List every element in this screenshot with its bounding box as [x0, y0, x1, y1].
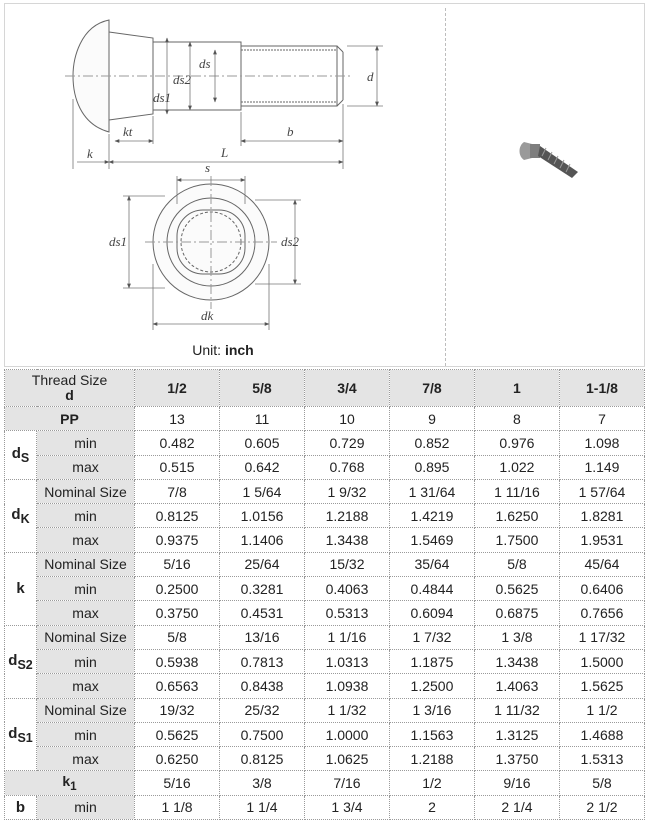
label-dk: dk: [201, 308, 214, 323]
table-cell: 1.3750: [474, 747, 559, 771]
label-b: b: [287, 124, 294, 139]
thread-size-label: Thread Size: [31, 372, 108, 388]
table-cell: 9/16: [474, 771, 559, 795]
ds1-max-row: [5, 747, 645, 771]
table-cell: 1.149: [559, 455, 644, 479]
unit-caption: [5, 342, 441, 358]
table-cell: 3/8: [220, 771, 305, 795]
table-cell: 1 57/64: [559, 479, 644, 503]
table-cell: 1.5313: [559, 747, 644, 771]
row-label: min: [37, 577, 135, 601]
table-cell: 0.6875: [474, 601, 559, 625]
table-cell: 0.2500: [135, 577, 220, 601]
row-label: Nominal Size: [37, 552, 135, 576]
ds2-max-row: [5, 674, 645, 698]
table-cell: 1.5000: [559, 649, 644, 673]
table-cell: 1.5625: [559, 674, 644, 698]
label-s: s: [205, 160, 211, 175]
table-cell: 1 1/16: [304, 625, 389, 649]
table-cell: 45/64: [559, 552, 644, 576]
table-cell: 0.3281: [220, 577, 305, 601]
dk-symbol: $d_K$: [5, 479, 37, 552]
table-cell: 0.6094: [389, 601, 474, 625]
dk-min-row: [5, 504, 645, 528]
table-cell: 1 11/32: [474, 698, 559, 722]
table-cell: 1.6250: [474, 504, 559, 528]
table-cell: 0.6250: [135, 747, 220, 771]
table-cell: 13: [135, 407, 220, 431]
row-label: min: [37, 795, 135, 819]
table-cell: 7/16: [304, 771, 389, 795]
ds1-symbol: $d_{S1}$: [5, 698, 37, 771]
pp-row: [5, 407, 645, 431]
table-cell: 0.7656: [559, 601, 644, 625]
label-ds2: ds2: [173, 72, 192, 87]
table-cell: 1.0625: [304, 747, 389, 771]
table-cell: 0.8125: [220, 747, 305, 771]
row-label: Nominal Size: [37, 698, 135, 722]
table-cell: 7/8: [135, 479, 220, 503]
table-cell: 1.3438: [474, 649, 559, 673]
row-label: max: [37, 747, 135, 771]
table-cell: 1.4063: [474, 674, 559, 698]
table-cell: 1.2188: [304, 504, 389, 528]
table-cell: 1 31/64: [389, 479, 474, 503]
ds1-min-row: [5, 722, 645, 746]
table-cell: 1 3/8: [474, 625, 559, 649]
table-cell: 5/8: [559, 771, 644, 795]
table-cell: 1.098: [559, 431, 644, 455]
table-cell: 0.5625: [135, 722, 220, 746]
row-label: max: [37, 528, 135, 552]
thread-size-header: [5, 370, 135, 407]
table-cell: 25/32: [220, 698, 305, 722]
table-cell: 0.605: [220, 431, 305, 455]
thread-size-symbol: d: [65, 387, 74, 403]
row-label: min: [37, 504, 135, 528]
table-cell: 5/16: [135, 771, 220, 795]
row-label: max: [37, 674, 135, 698]
k-nominal-row: [5, 552, 645, 576]
table-cell: 1/2: [389, 771, 474, 795]
figure-divider: [445, 8, 446, 366]
table-cell: 1.8281: [559, 504, 644, 528]
table-cell: 1.0000: [304, 722, 389, 746]
table-cell: 15/32: [304, 552, 389, 576]
ds2-nominal-row: [5, 625, 645, 649]
table-cell: 1.022: [474, 455, 559, 479]
table-cell: 1.5469: [389, 528, 474, 552]
table-cell: 1.1563: [389, 722, 474, 746]
row-label: min: [37, 431, 135, 455]
table-cell: 2 1/2: [559, 795, 644, 819]
label-end-ds2: ds2: [281, 234, 300, 249]
table-cell: 35/64: [389, 552, 474, 576]
bolt-product-photo: [510, 128, 590, 188]
ds-max-row: [5, 455, 645, 479]
pp-label: PP: [5, 407, 135, 431]
table-cell: 0.976: [474, 431, 559, 455]
table-cell: 0.9375: [135, 528, 220, 552]
table-cell: 1.3125: [474, 722, 559, 746]
table-cell: 7: [559, 407, 644, 431]
table-cell: 1 7/32: [389, 625, 474, 649]
table-cell: 2: [389, 795, 474, 819]
table-cell: 1.1406: [220, 528, 305, 552]
table-cell: 25/64: [220, 552, 305, 576]
k-min-row: [5, 577, 645, 601]
table-cell: 1 17/32: [559, 625, 644, 649]
table-cell: 5/8: [474, 552, 559, 576]
unit-caption-value: inch: [224, 342, 254, 358]
dk-max-row: [5, 528, 645, 552]
table-cell: 1.3438: [304, 528, 389, 552]
table-cell: 0.4531: [220, 601, 305, 625]
table-cell: 1 9/32: [304, 479, 389, 503]
row-label: Nominal Size: [37, 625, 135, 649]
table-cell: 0.8125: [135, 504, 220, 528]
table-cell: 0.729: [304, 431, 389, 455]
label-ds: ds: [199, 56, 211, 71]
table-cell: 2 1/4: [474, 795, 559, 819]
dimension-table: [4, 369, 645, 820]
table-cell: 0.5625: [474, 577, 559, 601]
label-l: L: [221, 145, 229, 160]
table-cell: 1 3/4: [304, 795, 389, 819]
bolt-drawing: [5, 4, 441, 339]
table-cell: 11: [220, 407, 305, 431]
size-header: 3/4: [304, 370, 389, 407]
ds2-min-row: [5, 649, 645, 673]
k-symbol: k: [5, 552, 37, 625]
table-cell: 0.482: [135, 431, 220, 455]
ds-symbol: $d_S$: [5, 431, 37, 480]
table-cell: 1 1/8: [135, 795, 220, 819]
row-label: Nominal Size: [37, 479, 135, 503]
table-cell: 0.6406: [559, 577, 644, 601]
size-header: 7/8: [389, 370, 474, 407]
table-cell: 1.0156: [220, 504, 305, 528]
row-label: max: [37, 601, 135, 625]
table-cell: 0.5938: [135, 649, 220, 673]
row-label: min: [37, 649, 135, 673]
table-cell: 0.4844: [389, 577, 474, 601]
table-cell: 1 3/16: [389, 698, 474, 722]
table-cell: 0.6563: [135, 674, 220, 698]
row-label: max: [37, 455, 135, 479]
table-cell: 1.4219: [389, 504, 474, 528]
k1-label: $k_1$: [5, 771, 135, 795]
table-cell: 13/16: [220, 625, 305, 649]
ds2-symbol: $d_{S2}$: [5, 625, 37, 698]
label-end-ds1: ds1: [109, 234, 128, 249]
ds-min-row: [5, 431, 645, 455]
unit-caption-prefix: Unit:: [192, 342, 222, 358]
table-cell: 1.9531: [559, 528, 644, 552]
label-d: d: [367, 69, 374, 84]
table-cell: 10: [304, 407, 389, 431]
size-header: 1/2: [135, 370, 220, 407]
header-row: [5, 370, 645, 407]
table-cell: 1 1/32: [304, 698, 389, 722]
table-cell: 1.0313: [304, 649, 389, 673]
table-cell: 1.1875: [389, 649, 474, 673]
table-cell: 1 1/2: [559, 698, 644, 722]
table-cell: 0.642: [220, 455, 305, 479]
table-cell: 0.8438: [220, 674, 305, 698]
figure-panel: [4, 3, 645, 367]
table-cell: 0.3750: [135, 601, 220, 625]
table-cell: 0.7500: [220, 722, 305, 746]
label-kt: kt: [123, 124, 133, 139]
size-header: 1: [474, 370, 559, 407]
size-header: 5/8: [220, 370, 305, 407]
table-cell: 0.7813: [220, 649, 305, 673]
table-cell: 0.768: [304, 455, 389, 479]
table-cell: 1 11/16: [474, 479, 559, 503]
bolt-side-view: [65, 20, 350, 132]
dk-nominal-row: [5, 479, 645, 503]
table-cell: 1.2500: [389, 674, 474, 698]
table-cell: 5/16: [135, 552, 220, 576]
label-k: k: [87, 146, 93, 161]
table-cell: 9: [389, 407, 474, 431]
table-cell: 0.5313: [304, 601, 389, 625]
label-ds1: ds1: [153, 90, 172, 105]
table-cell: 0.895: [389, 455, 474, 479]
ds1-nominal-row: [5, 698, 645, 722]
table-cell: 8: [474, 407, 559, 431]
size-header: 1-1/8: [559, 370, 644, 407]
b-row: [5, 795, 645, 819]
table-cell: 5/8: [135, 625, 220, 649]
table-cell: 1 5/64: [220, 479, 305, 503]
table-cell: 1 1/4: [220, 795, 305, 819]
b-symbol: b: [5, 795, 37, 819]
table-cell: 1.4688: [559, 722, 644, 746]
row-label: min: [37, 722, 135, 746]
table-cell: 1.2188: [389, 747, 474, 771]
k-max-row: [5, 601, 645, 625]
table-cell: 1.7500: [474, 528, 559, 552]
table-cell: 0.4063: [304, 577, 389, 601]
k1-row: [5, 771, 645, 795]
table-cell: 19/32: [135, 698, 220, 722]
table-cell: 0.852: [389, 431, 474, 455]
table-cell: 0.515: [135, 455, 220, 479]
table-cell: 1.0938: [304, 674, 389, 698]
